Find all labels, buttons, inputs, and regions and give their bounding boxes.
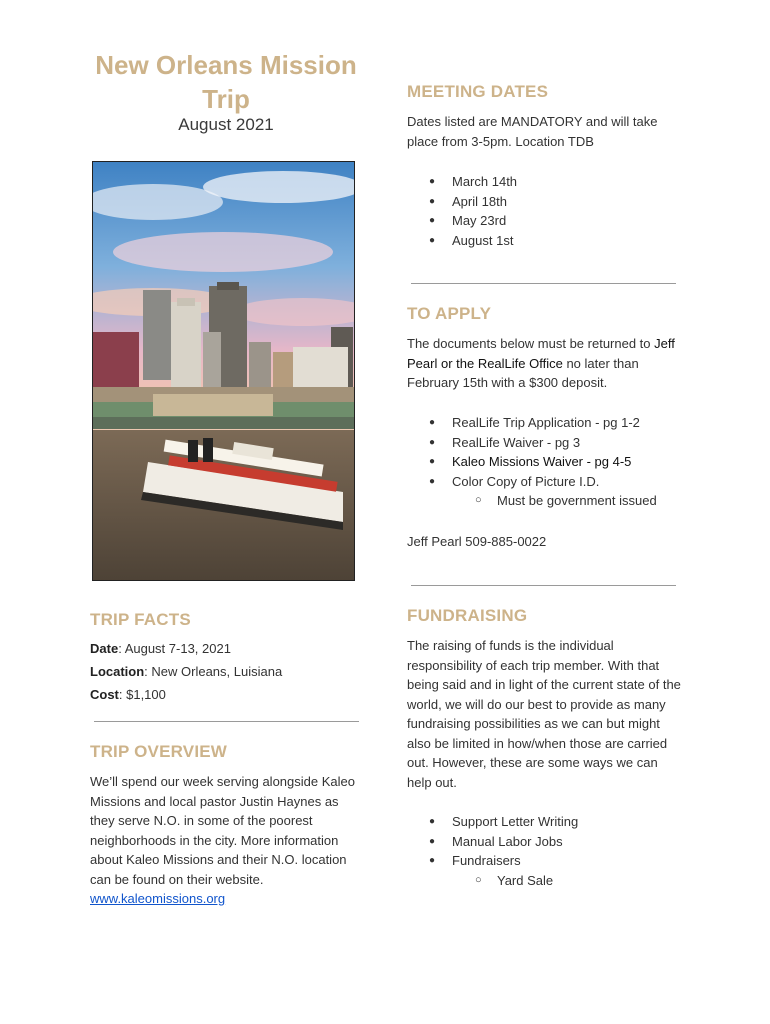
fundraising-list	[407, 812, 677, 890]
list-item: ● Kaleo Missions Waiver - pg 4-5	[407, 452, 697, 472]
trip-fact-location-label: Location	[90, 664, 145, 679]
trip-fact-cost-value: : $1,100	[118, 687, 166, 702]
meeting-dates-intro: Dates listed are MANDATORY and will take place from 3-5pm. Location TDB	[407, 114, 658, 149]
trip-fact-location	[90, 664, 282, 679]
divider	[411, 585, 676, 586]
fundraising-text: The raising of funds is the individual responsibility of each trip member. With that being said and in light of the current state of the world, we will do our best to provide as many fundraising possibilities as we can but might also be limited in how/when those are carried out. However, these are some ways we can help out.	[407, 638, 681, 790]
list-item: ● Support Letter Writing	[407, 812, 677, 832]
trip-overview-text	[90, 772, 365, 909]
list-sub-item: ○ Must be government issued	[407, 491, 697, 511]
contact-phone: Jeff Pearl 509-885-0022	[407, 534, 547, 549]
trip-fact-cost-label: Cost	[90, 687, 119, 702]
page-subtitle: August 2021	[178, 115, 274, 134]
list-item: ● Color Copy of Picture I.D.	[407, 472, 697, 492]
trip-overview-body: We’ll spend our week serving alongside Kaleo Missions and local pastor Justin Haynes as they serve N.O. in some of the poorest neighborhoods in the city. More information about Kaleo Missions and their N.O. location can be found on their website.	[90, 774, 355, 887]
trip-fact-date-label: Date	[90, 641, 119, 656]
to-apply-intro-part1: The documents below must be returned to	[407, 336, 655, 351]
fundraising-heading: FUNDRAISING	[407, 606, 528, 625]
list-item: ● March 14th	[407, 172, 677, 192]
divider	[94, 721, 359, 722]
trip-fact-location-value: : New Orleans, Luisiana	[144, 664, 283, 679]
list-item: ● May 23rd	[407, 211, 677, 231]
list-item: ● August 1st	[407, 231, 677, 251]
page-title-line2: Trip	[202, 84, 250, 114]
new-orleans-skyline-photo	[92, 161, 355, 581]
trip-fact-cost	[90, 687, 166, 702]
trip-fact-date-value: : August 7-13, 2021	[118, 641, 231, 656]
page-title	[86, 48, 366, 116]
to-apply-intro	[407, 334, 682, 393]
to-apply-intro-part2: no later than February 15th with a $300 deposit.	[407, 355, 639, 390]
to-apply-documents-list	[407, 413, 697, 511]
list-sub-item: ○ Yard Sale	[407, 871, 677, 891]
trip-facts-heading: TRIP FACTS	[90, 610, 191, 629]
to-apply-contact-highlight: Jeff Pearl or the RealLife Office	[407, 336, 675, 371]
meeting-dates-list	[407, 172, 677, 250]
list-item: ● April 18th	[407, 192, 677, 212]
trip-fact-date	[90, 641, 231, 656]
to-apply-heading: TO APPLY	[407, 304, 492, 323]
list-item: ● Manual Labor Jobs	[407, 832, 677, 852]
trip-overview-heading: TRIP OVERVIEW	[90, 742, 228, 761]
list-item: ● RealLife Trip Application - pg 1-2	[407, 413, 697, 433]
page-title-line1: New Orleans Mission	[95, 50, 357, 80]
meeting-dates-heading: MEETING DATES	[407, 82, 549, 101]
kaleo-missions-link[interactable]: www.kaleomissions.org	[90, 891, 226, 906]
list-item: ● Fundraisers	[407, 851, 677, 871]
divider	[411, 283, 676, 284]
list-item: ● RealLife Waiver - pg 3	[407, 433, 697, 453]
